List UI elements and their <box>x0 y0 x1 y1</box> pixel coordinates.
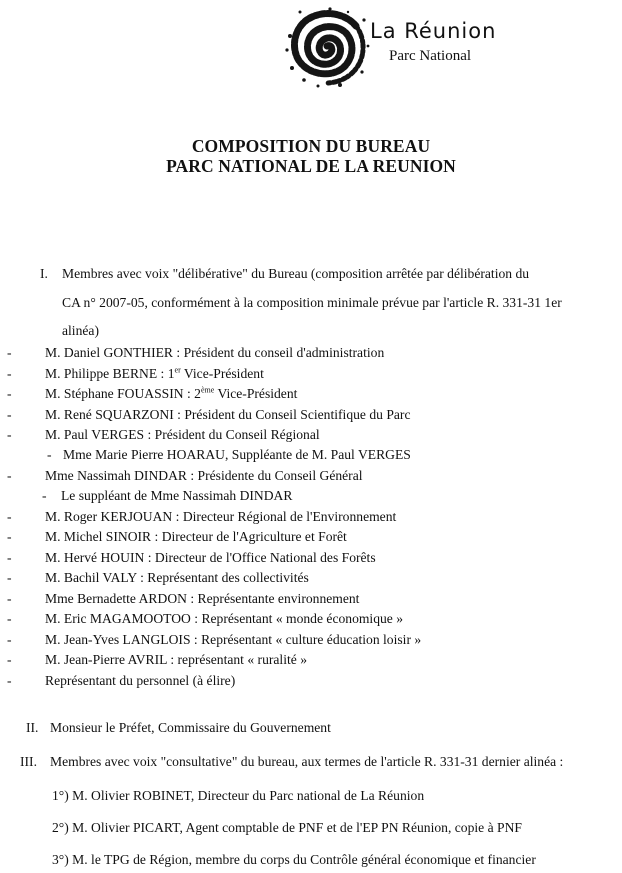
list-bullet: - <box>42 488 47 503</box>
logo-name: La Réunion <box>370 19 497 43</box>
member-role-superscript: ème <box>200 385 215 395</box>
member-name: M. Jean-Yves LANGLOIS <box>45 632 191 647</box>
list-bullet: - <box>7 345 12 360</box>
list-bullet: - <box>47 447 52 462</box>
member-role: représentant « ruralité » <box>177 652 307 667</box>
list-item: M. Bachil VALY : Représentant des collectivités <box>45 570 309 585</box>
list-item: M. Roger KERJOUAN : Directeur Régional de l'Environnement <box>45 509 397 524</box>
member-role: Directeur de l'Agriculture et Forêt <box>161 529 347 544</box>
section-3-item-2: 2°) M. Olivier PICART, Agent comptable de PNF et de l'EP PN Réunion, copie à PNF <box>52 820 522 835</box>
list-bullet: - <box>7 550 12 565</box>
list-item: M. Hervé HOUIN : Directeur de l'Office National des Forêts <box>45 550 376 565</box>
member-role: Vice-Président <box>180 366 264 381</box>
list-item: M. Eric MAGAMOOTOO : Représentant « monde économique » <box>45 611 404 626</box>
section-1-numeral: I. <box>40 266 48 281</box>
list-item: Mme Bernadette ARDON : Représentante environnement <box>45 591 360 606</box>
member-role: Président du Conseil Scientifique du Parc <box>184 407 411 422</box>
member-name: M. Michel SINOIR <box>45 529 152 544</box>
section-3-text: Membres avec voix "consultative" du bureau, aux termes de l'article R. 331-31 dernier alinéa : <box>50 754 564 769</box>
member-role: Présidente du Conseil Général <box>197 468 363 483</box>
member-name: M. Daniel GONTHIER <box>45 345 173 360</box>
member-role: Président du Conseil Régional <box>154 427 320 442</box>
list-bullet: - <box>7 591 12 606</box>
member-name: M. Stéphane FOUASSIN <box>45 386 184 401</box>
member-role: Représentant « monde économique » <box>201 611 404 626</box>
member-role: Directeur de l'Office National des Forêts <box>154 550 376 565</box>
member-name: M. Bachil VALY <box>45 570 137 585</box>
member-role-prefix: 1 <box>167 366 175 381</box>
list-item: M. Michel SINOIR : Directeur de l'Agriculture et Forêt <box>45 529 347 544</box>
list-item: M. Paul VERGES : Président du Conseil Régional <box>45 427 320 442</box>
member-role: Représentant des collectivités <box>147 570 309 585</box>
list-bullet: - <box>7 611 12 626</box>
list-item: Le suppléant de Mme Nassimah DINDAR <box>61 488 293 503</box>
list-item: M. Daniel GONTHIER : Président du conseil d'administration <box>45 345 385 360</box>
member-role-superscript: er <box>174 365 181 375</box>
list-bullet: - <box>7 570 12 585</box>
page-title-line2: PARC NATIONAL DE LA REUNION <box>166 156 456 176</box>
member-role-prefix: 2 <box>194 386 201 401</box>
member-role: Représentant « culture éducation loisir » <box>201 632 422 647</box>
section-3-item-3: 3°) M. le TPG de Région, membre du corps du Contrôle général économique et financier <box>52 852 536 867</box>
list-item: Mme Marie Pierre HOARAU, Suppléante de M. Paul VERGES <box>63 447 411 462</box>
list-item: M. Stéphane FOUASSIN : 2ème Vice-Président <box>45 385 298 401</box>
member-role: Directeur Régional de l'Environnement <box>182 509 397 524</box>
member-name: M. Hervé HOUIN <box>45 550 145 565</box>
member-name: Mme Nassimah DINDAR <box>45 468 187 483</box>
member-name: M. Roger KERJOUAN <box>45 509 173 524</box>
member-role: Président du conseil d'administration <box>183 345 385 360</box>
list-bullet: - <box>7 386 12 401</box>
list-bullet: - <box>7 509 12 524</box>
member-name: M. Paul VERGES <box>45 427 145 442</box>
member-name: Mme Bernadette ARDON <box>45 591 187 606</box>
list-bullet: - <box>7 468 12 483</box>
member-name: M. Jean-Pierre AVRIL <box>45 652 167 667</box>
list-bullet: - <box>7 427 12 442</box>
list-bullet: - <box>7 529 12 544</box>
list-item: M. Philippe BERNE : 1er Vice-Président <box>45 365 264 381</box>
member-role: Vice-Président <box>214 386 298 401</box>
member-role: Représentante environnement <box>197 591 360 606</box>
list-bullet: - <box>7 652 12 667</box>
member-name: M. Philippe BERNE <box>45 366 158 381</box>
section-1-text-line3: alinéa) <box>62 323 99 338</box>
member-name: M. René SQUARZONI <box>45 407 174 422</box>
list-bullet: - <box>7 632 12 647</box>
section-1-text-line2: CA n° 2007-05, conformément à la composition minimale prévue par l'article R. 331-31 1er <box>62 295 562 310</box>
list-item: M. René SQUARZONI : Président du Conseil Scientifique du Parc <box>45 407 411 422</box>
list-item: M. Jean-Pierre AVRIL : représentant « ruralité » <box>45 652 307 667</box>
list-item: Représentant du personnel (à élire) <box>45 673 236 688</box>
section-3-numeral: III. <box>20 754 37 769</box>
section-1-text-line1: Membres avec voix "délibérative" du Bureau (composition arrêtée par délibération du <box>62 266 530 281</box>
section-2-numeral: II. <box>26 720 39 735</box>
park-logo-spiral-icon <box>280 6 372 90</box>
list-bullet: - <box>7 407 12 422</box>
section-2-text: Monsieur le Préfet, Commissaire du Gouvernement <box>50 720 331 735</box>
list-item: M. Jean-Yves LANGLOIS : Représentant « culture éducation loisir » <box>45 632 422 647</box>
member-name: M. Eric MAGAMOOTOO <box>45 611 191 626</box>
section-3-item-1: 1°) M. Olivier ROBINET, Directeur du Parc national de La Réunion <box>52 788 425 803</box>
page-title-line1: COMPOSITION DU BUREAU <box>191 136 431 156</box>
list-bullet: - <box>7 366 12 381</box>
logo-subtitle: Parc National <box>389 48 472 64</box>
list-bullet: - <box>7 673 12 688</box>
list-item: Mme Nassimah DINDAR : Présidente du Conseil Général <box>45 468 363 483</box>
